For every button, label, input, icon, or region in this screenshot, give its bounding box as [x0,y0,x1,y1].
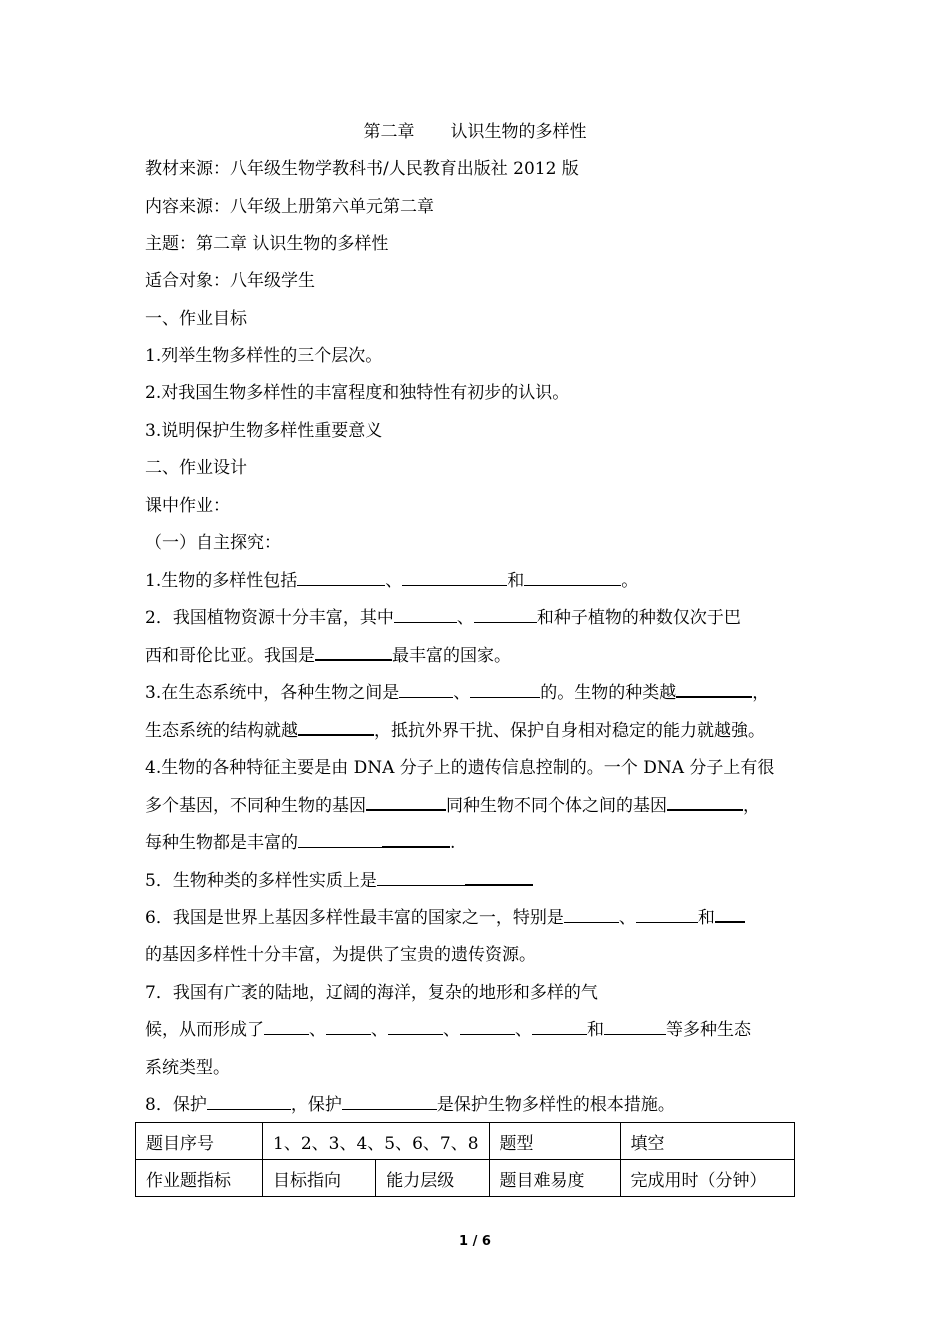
answer-blank[interactable] [465,870,533,886]
answer-blank[interactable] [402,571,507,586]
goal-item: 3.说明保护生物多样性重要意义 [145,421,383,441]
answer-blank[interactable] [264,1020,309,1035]
answer-blank[interactable] [388,1020,443,1035]
question-8: 8．保护 ，保护 是保护生物多样性的根本措施。 [145,1095,675,1115]
question-6: 6．我国是世界上基因多样性最丰富的国家之一，特别是 、 和 [145,907,745,929]
answer-blank[interactable] [207,1095,291,1110]
topic: 主题：第二章 认识生物的多样性 [145,234,389,254]
answer-blank[interactable] [399,683,453,698]
table-cell: 目标指向 [263,1160,376,1197]
answer-blank[interactable] [366,795,446,811]
homework-info-table [135,1122,795,1197]
answer-blank[interactable] [394,608,457,623]
question-7-cont: 候，从而形成了 、 、 、 、 和 等多种生态 [145,1020,751,1040]
question-5: 5．生物种类的多样性实质上是 [145,870,533,892]
answer-blank[interactable] [715,907,745,923]
table-cell: 1、2、3、4、5、6、7、8 [263,1123,490,1160]
question-4-cont: 多个基因，不同种生物的基因 同种生物不同个体之间的基因 ， [145,796,760,816]
question-1: 1.生物的多样性包括 、 和 。 [145,571,639,591]
table-cell: 题型 [489,1123,620,1160]
answer-blank[interactable] [604,1020,666,1035]
answer-blank[interactable] [460,1020,515,1035]
table-row [136,1123,795,1160]
answer-blank[interactable] [636,908,698,923]
page-title [0,121,950,143]
section-heading-design: 二、作业设计 [145,458,247,478]
answer-blank[interactable] [470,683,540,698]
goal-item: 1.列举生物多样性的三个层次。 [145,346,383,366]
answer-blank[interactable] [667,795,743,811]
question-3: 3.在生态系统中，各种生物之间是 、 的。生物的种类越 ， [145,683,770,703]
table-cell: 完成用时（分钟） [620,1160,794,1197]
answer-blank[interactable] [524,571,621,586]
question-2: 2．我国植物资源十分丰富，其中 、 和种子植物的种数仅次于巴 [145,608,741,628]
page-number: 1 / 6 [459,1234,491,1249]
answer-blank[interactable] [298,833,382,848]
title-chapter: 第二章 [363,122,415,142]
question-6-cont: 的基因多样性十分丰富，为提供了宝贵的遗传资源。 [145,945,536,965]
table-cell: 题目序号 [136,1123,263,1160]
content-source: 内容来源：八年级上册第六单元第二章 [145,197,434,217]
answer-blank[interactable] [676,682,752,698]
table-cell: 作业题指标 [136,1160,263,1197]
in-class-label: 课中作业： [145,496,230,516]
question-3-cont: 生态系统的结构就越 ，抵抗外界干扰、保护自身相对稳定的能力就越強。 [145,721,765,741]
table-cell: 能力层级 [376,1160,489,1197]
question-7: 7．我国有广袤的陆地，辽阔的海洋，复杂的地形和多样的气 [145,983,598,1003]
question-4-cont2: 每种生物都是丰富的 . [145,833,456,853]
answer-blank[interactable] [315,645,392,661]
table-cell: 题目难易度 [489,1160,620,1197]
title-topic: 认识生物的多样性 [450,122,587,142]
question-4: 4.生物的各种特征主要是由 DNA 分子上的遗传信息控制的。一个 DNA 分子上有很 [145,758,775,778]
audience: 适合对象：八年级学生 [145,271,315,291]
answer-blank[interactable] [342,1095,437,1110]
table-cell: 填空 [620,1123,794,1160]
section-heading-goals: 一、作业目标 [145,309,247,329]
answer-blank[interactable] [532,1020,587,1035]
answer-blank[interactable] [377,871,465,886]
answer-blank[interactable] [382,832,450,848]
self-exploration-label: （一）自主探究： [145,533,281,553]
answer-blank[interactable] [474,608,537,623]
answer-blank[interactable] [297,571,385,586]
answer-blank[interactable] [326,1020,371,1035]
answer-blank[interactable] [298,720,374,736]
question-7-cont2: 系统类型。 [145,1058,230,1078]
goal-item: 2.对我国生物多样性的丰富程度和独特性有初步的认识。 [145,383,570,403]
answer-blank[interactable] [564,908,619,923]
textbook-source: 教材来源：八年级生物学教科书/人民教育出版社 2012 版 [145,159,579,179]
question-2-cont: 西和哥伦比亚。我国是 最丰富的国家。 [145,646,511,666]
table-row [136,1160,795,1197]
